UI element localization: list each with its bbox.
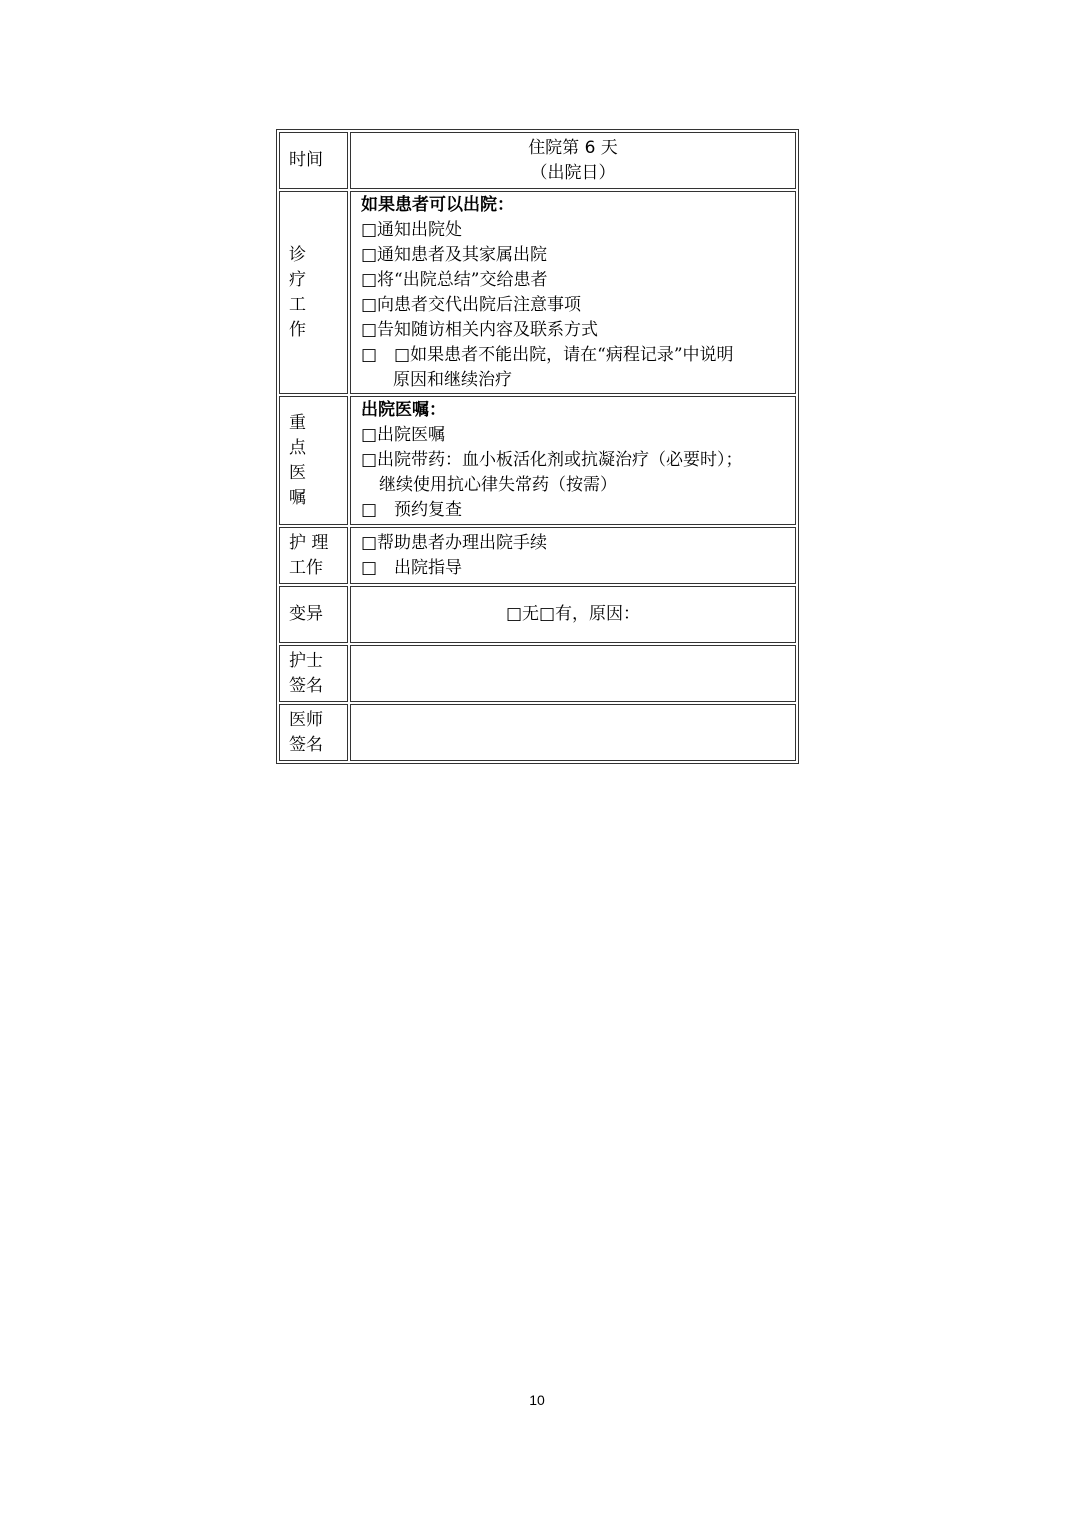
doctor-signature-label-line: 医师 <box>289 709 323 730</box>
nursing-label <box>279 527 348 584</box>
variation-label: 变异 <box>279 586 348 643</box>
day-subtitle: （出院日） <box>530 162 616 183</box>
orders-label-char: 重 <box>289 412 306 433</box>
orders-label <box>279 396 348 525</box>
nursing-content <box>350 527 796 584</box>
checklist-item: □ 预约复查 <box>361 500 463 520</box>
treatment-content <box>350 191 796 394</box>
nursing-label-line: 护 理 <box>289 532 329 553</box>
nurse-signature-label-line: 护士 <box>289 650 323 671</box>
time-row <box>279 132 796 189</box>
checklist-item: □将“出院总结”交给患者 <box>361 269 548 290</box>
doctor-signature-field[interactable] <box>350 704 796 761</box>
treatment-label-char: 作 <box>289 319 306 340</box>
nursing-label-line: 工作 <box>289 557 323 578</box>
clinical-pathway-table <box>276 129 799 764</box>
treatment-label-char: 工 <box>289 294 306 315</box>
nurse-signature-label <box>279 645 348 702</box>
checklist-item: □帮助患者办理出院手续 <box>361 532 548 553</box>
treatment-row <box>279 191 796 394</box>
page-number: 10 <box>529 1392 545 1408</box>
doctor-signature-row <box>279 704 796 761</box>
day-title: 住院第 6 天 <box>528 137 618 158</box>
orders-label-char: 医 <box>289 462 306 483</box>
time-value <box>350 132 796 189</box>
checklist-item: □出院带药：血小板活化剂或抗凝治疗（必要时）； <box>361 450 743 470</box>
nurse-signature-field[interactable] <box>350 645 796 702</box>
variation-value: □无□有，原因： <box>350 586 796 643</box>
checklist-item: □告知随访相关内容及联系方式 <box>361 319 599 340</box>
checklist-item-continued: 原因和继续治疗 <box>393 369 512 390</box>
orders-heading: 出院医嘱： <box>361 400 446 420</box>
time-label: 时间 <box>279 132 348 189</box>
treatment-label-char: 疗 <box>289 269 306 290</box>
orders-label-char: 点 <box>289 437 306 458</box>
variation-row <box>279 586 796 643</box>
checklist-item: □通知出院处 <box>361 219 463 240</box>
treatment-label-char: 诊 <box>289 244 306 265</box>
checklist-item: □ 出院指导 <box>361 557 463 578</box>
checklist-item: □通知患者及其家属出院 <box>361 244 548 265</box>
checklist-item: □ □如果患者不能出院，请在“病程记录”中说明 <box>361 344 734 365</box>
checklist-item: □向患者交代出院后注意事项 <box>361 294 582 315</box>
orders-row <box>279 396 796 525</box>
nursing-row <box>279 527 796 584</box>
doctor-signature-label-line: 签名 <box>289 734 323 755</box>
checklist-item-continued: 继续使用抗心律失常药（按需） <box>379 475 617 495</box>
nurse-signature-row <box>279 645 796 702</box>
orders-label-char: 嘱 <box>289 487 306 508</box>
nurse-signature-label-line: 签名 <box>289 675 323 696</box>
treatment-label <box>279 191 348 394</box>
orders-content <box>350 396 796 525</box>
treatment-heading: 如果患者可以出院： <box>361 194 514 215</box>
doctor-signature-label <box>279 704 348 761</box>
checklist-item: □出院医嘱 <box>361 425 446 445</box>
